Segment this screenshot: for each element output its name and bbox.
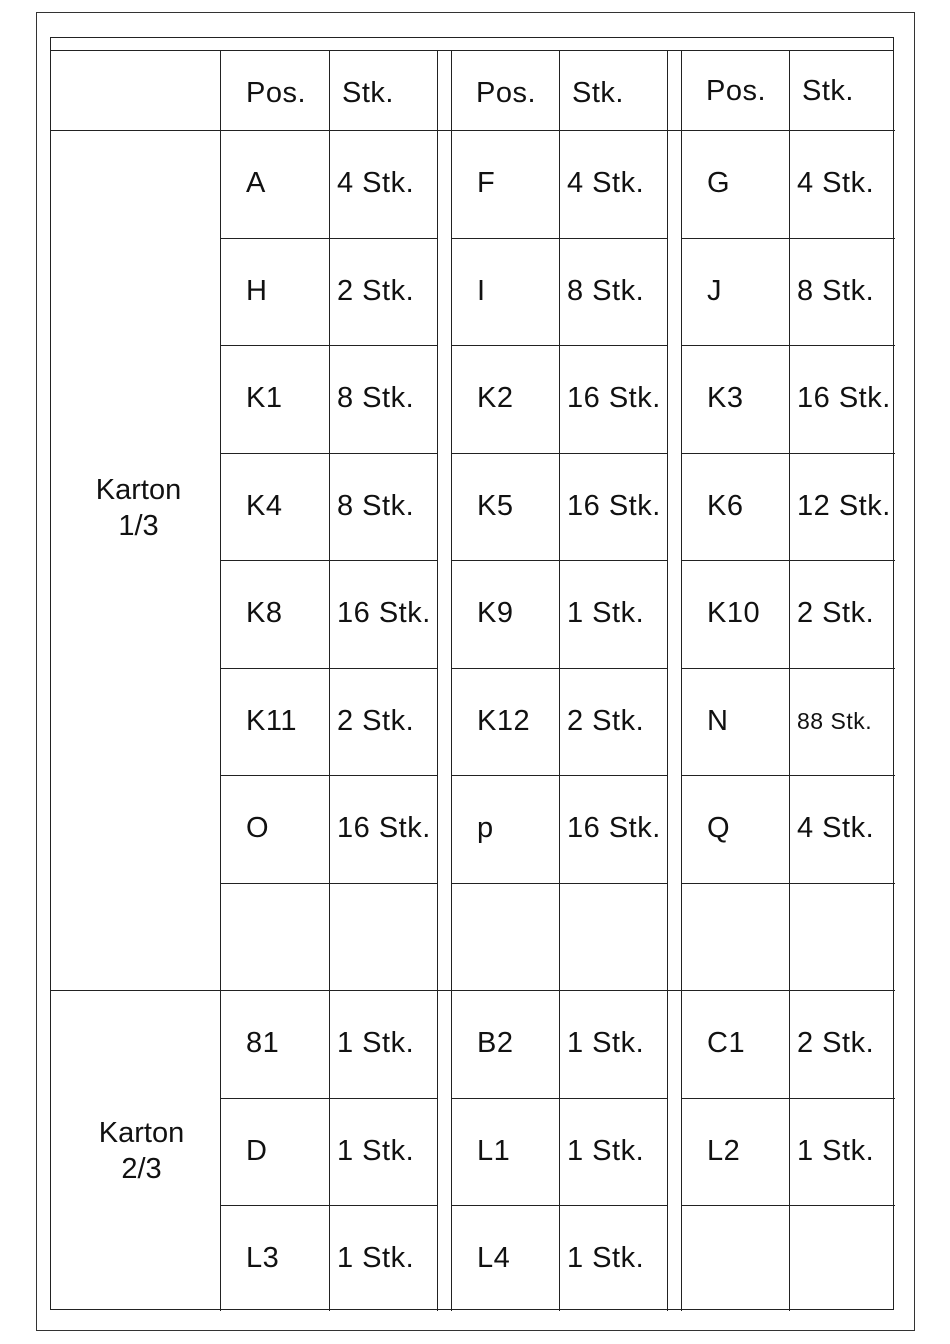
stk-cell: 2 Stk. [337,704,415,737]
pos-cell: L4 [477,1242,511,1275]
grid-vline [667,50,668,1311]
grid-vline [437,50,438,1311]
parts-table [50,37,894,1310]
stk-cell: 16 Stk. [337,597,431,630]
pos-cell: G [707,167,731,200]
stk-cell: 1 Stk. [337,1242,415,1275]
stk-cell: 1 Stk. [567,1242,645,1275]
karton-label-1-line2: 1/3 [118,510,159,542]
grid-vline [681,50,682,1311]
row-rule [220,883,437,884]
pos-cell: K6 [707,489,744,522]
karton-label-2 [59,1115,224,1187]
pos-cell: K3 [707,382,744,415]
stk-cell: 16 Stk. [567,812,661,845]
pos-cell: I [477,274,486,307]
stk-cell: 2 Stk. [797,597,875,630]
header-rule [51,130,895,131]
stk-cell: 2 Stk. [337,274,415,307]
pos-cell: K9 [477,597,514,630]
pos-cell: O [246,812,270,845]
pos-cell: L1 [477,1134,511,1167]
stk-cell: 2 Stk. [567,704,645,737]
pos-cell: K5 [477,489,514,522]
pos-cell: A [246,167,266,200]
stk-cell: 8 Stk. [337,382,415,415]
stk-cell: 16 Stk. [567,382,661,415]
row-rule [681,1205,895,1206]
pos-cell: K4 [246,489,283,522]
pos-cell: K11 [246,704,297,737]
stk-cell: 16 Stk. [567,489,661,522]
header-stk-2: Stk. [572,76,624,109]
row-rule [681,883,895,884]
pos-cell: D [246,1134,268,1167]
stk-cell: 2 Stk. [797,1027,875,1060]
stk-cell: 1 Stk. [567,1134,645,1167]
stk-cell: 4 Stk. [337,167,415,200]
stk-cell: 4 Stk. [797,167,875,200]
pos-cell: K2 [477,382,514,415]
stk-cell: 1 Stk. [567,1027,645,1060]
pos-cell: K8 [246,597,283,630]
pos-cell: F [477,167,496,200]
pos-cell: L3 [246,1242,280,1275]
stk-cell: 4 Stk. [797,812,875,845]
pos-cell: J [707,274,722,307]
stk-cell: 1 Stk. [337,1134,415,1167]
grid-vline [559,50,560,1311]
row-rule [451,883,667,884]
pos-cell: p [477,812,494,845]
karton-label-2-line2: 2/3 [121,1153,162,1185]
pos-cell: K10 [707,597,761,630]
stk-cell: 16 Stk. [797,382,891,415]
karton-label-1 [56,472,221,544]
pos-cell: 81 [246,1027,280,1060]
stk-cell: 8 Stk. [567,274,645,307]
pos-cell: L2 [707,1134,741,1167]
section-rule [51,990,895,991]
table-top-rule [51,50,893,51]
stk-cell: 12 Stk. [797,489,891,522]
stk-cell: 16 Stk. [337,812,431,845]
header-pos-2: Pos. [476,76,537,109]
pos-cell: N [707,704,729,737]
stk-cell: 1 Stk. [337,1027,415,1060]
stk-cell: 4 Stk. [567,167,645,200]
header-pos-3: Pos. [706,74,767,107]
pos-cell: Q [707,812,731,845]
pos-cell: B2 [477,1027,514,1060]
header-stk-3: Stk. [802,74,854,107]
header-stk-1: Stk. [342,76,394,109]
stk-cell: 1 Stk. [567,597,645,630]
grid-vline [451,50,452,1311]
stk-cell: 88 Stk. [797,707,873,734]
karton-label-2-line1: Karton [98,1117,185,1149]
header-pos-1: Pos. [246,76,307,109]
pos-cell: H [246,274,268,307]
pos-cell: C1 [707,1027,746,1060]
grid-vline [789,50,790,1311]
karton-label-1-line1: Karton [95,474,182,506]
pos-cell: K12 [477,704,531,737]
stk-cell: 1 Stk. [797,1134,875,1167]
stk-cell: 8 Stk. [797,274,875,307]
pos-cell: K1 [246,382,283,415]
grid-vline [329,50,330,1311]
grid-vline [220,50,221,1311]
stk-cell: 8 Stk. [337,489,415,522]
